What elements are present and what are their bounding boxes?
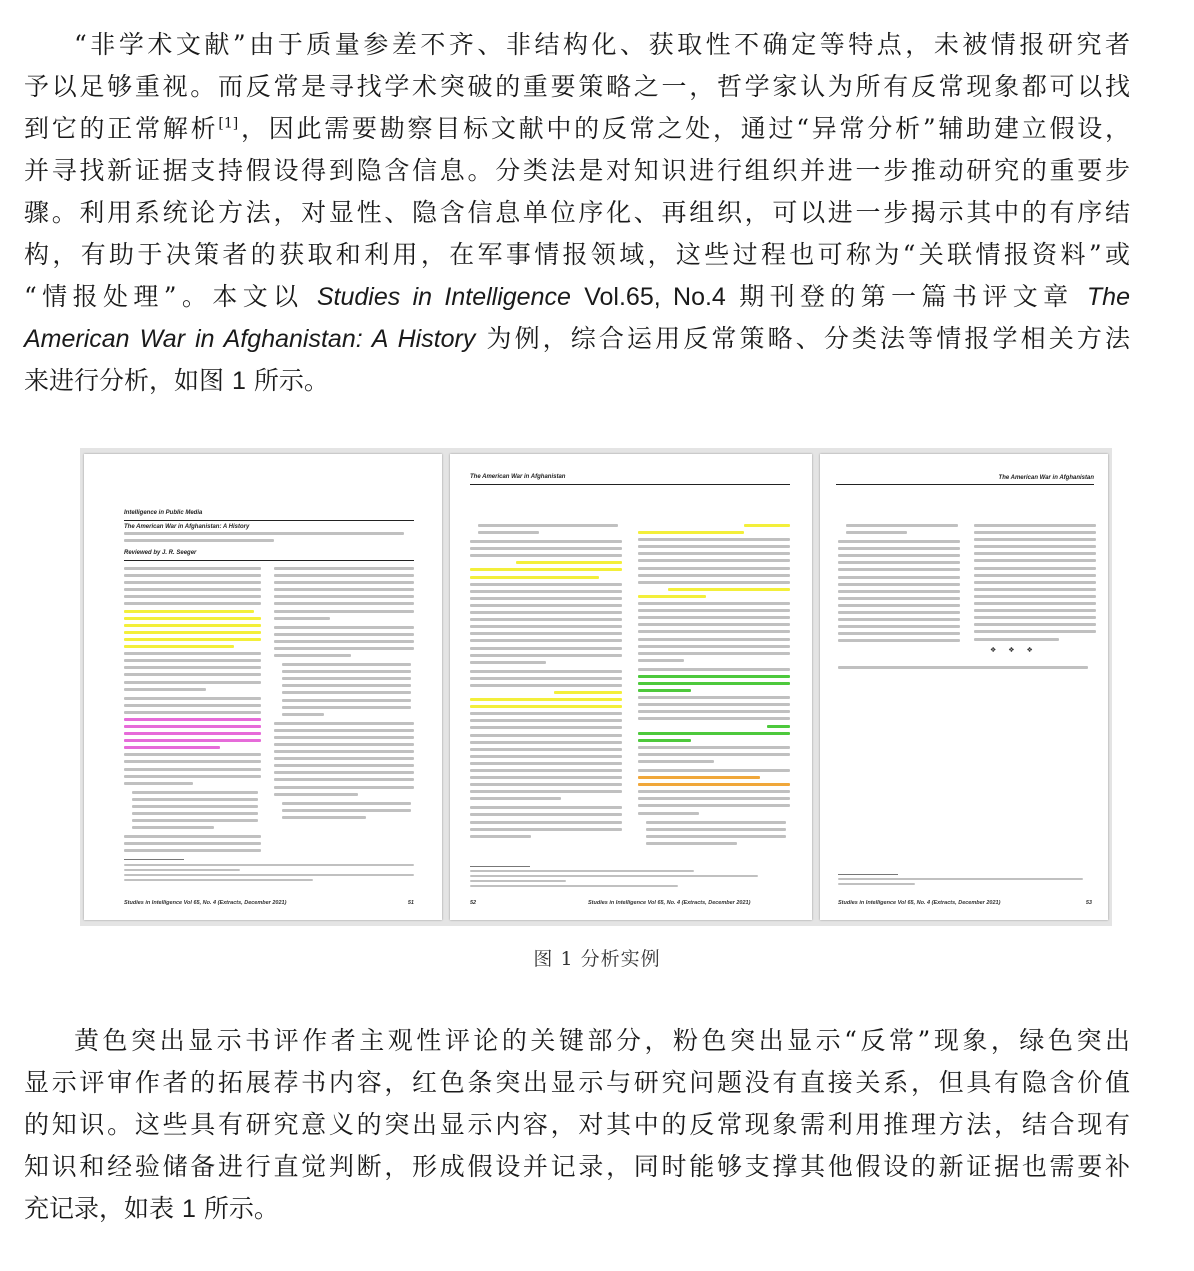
- text-line: 的知识。这些具有研究意义的突出显示内容，对其中的反常现象需利用推理方法，结合现有: [24, 1110, 1130, 1139]
- page-header: The American War in Afghanistan: [470, 474, 566, 480]
- text-fragment: 到它的正常解析: [24, 114, 219, 143]
- text-fragment: 来进行分析，如图: [24, 366, 225, 395]
- book-title-start: The: [1086, 283, 1130, 311]
- figure-caption: 图 1 分析实例: [533, 948, 661, 970]
- text-column-left: [838, 524, 960, 647]
- header-rule: [470, 484, 790, 485]
- page-number: 51: [407, 900, 414, 906]
- text-line: 予以足够重视。而反常是寻找学术突破的重要策略之一，哲学家认为所有反常现象都可以找: [24, 72, 1130, 101]
- footnotes: [470, 870, 790, 890]
- book-title: The American War in Afghanistan: A History: [124, 524, 250, 530]
- book-info: [124, 532, 414, 546]
- header-rule: [836, 484, 1094, 485]
- page-number: 52: [470, 900, 477, 906]
- figure-analysis-example: [80, 448, 1112, 926]
- text-fragment: 所示。: [203, 1194, 279, 1223]
- text-line: [24, 108, 1130, 150]
- page-number: 53: [1085, 900, 1092, 906]
- text-column-left: [470, 524, 622, 842]
- header-rule: [124, 520, 414, 521]
- explanation-paragraph: [24, 1020, 1130, 1230]
- text-column-right: [638, 524, 790, 849]
- text-line: 显示评审作者的拓展荐书内容，红色条突出显示与研究问题没有直接关系，但具有隐含价值: [24, 1068, 1130, 1097]
- text-line: 黄色突出显示书评作者主观性评论的关键部分，粉色突出显示“反常”现象，绿色突出: [74, 1026, 1130, 1055]
- text-fragment: 为例，综合运用反常策略、分类法等情报学相关方法: [486, 324, 1130, 353]
- scanned-page-53: [820, 454, 1108, 920]
- scanned-page-51: [84, 454, 442, 920]
- text-fragment: 期刊登的第一篇书评文章: [739, 282, 1074, 311]
- text-line: 并寻找新证据支持假设得到隐含信息。分类法是对知识进行组织并进一步推动研究的重要步: [24, 156, 1130, 185]
- text-fragment: 充记录，如表: [24, 1194, 175, 1223]
- scanned-page-52: [450, 454, 812, 920]
- footnote-rule: [470, 866, 530, 867]
- reviewer: Reviewed by J. R. Seeger: [124, 550, 197, 556]
- figure-ref-number: 1: [231, 367, 246, 395]
- page-footer: Studies in Intelligence Vol 65, No. 4 (Extracts, December 2021): [588, 900, 751, 906]
- text-line: 构，有助于决策者的获取和利用，在军事情报领域，这些过程也可称为“关联情报资料”或: [24, 240, 1130, 269]
- text-line: [24, 1188, 1130, 1230]
- citation-mark[interactable]: [1]: [218, 115, 239, 132]
- journal-volume: Vol.65, No.4: [584, 283, 726, 311]
- page-footer: Studies in Intelligence Vol 65, No. 4 (Extracts, December 2021): [838, 900, 1001, 906]
- section-break-stars: ❖ ❖ ❖: [990, 647, 1038, 654]
- footnote-rule: [838, 874, 898, 875]
- divider: [124, 560, 414, 561]
- footnotes: [124, 864, 414, 884]
- intro-paragraph: [24, 24, 1130, 402]
- page-footer: Studies in Intelligence Vol 65, No. 4 (Extracts, December 2021): [124, 900, 287, 906]
- book-title-rest: American War in Afghanistan: A History: [24, 325, 476, 353]
- footnotes: [838, 878, 1096, 888]
- text-column-right: [974, 524, 1096, 645]
- text-fragment: ，因此需要勘察目标文献中的反常之处，通过“异常分析”辅助建立假设，: [238, 114, 1130, 143]
- text-line: 骤。利用系统论方法，对显性、隐含信息单位序化、再组织，可以进一步揭示其中的有序结: [24, 198, 1130, 227]
- journal-title: Studies in Intelligence: [316, 283, 571, 311]
- text-fragment: 所示。: [253, 366, 329, 395]
- page-header: Intelligence in Public Media: [124, 510, 203, 516]
- text-line: [24, 360, 1130, 402]
- text-line: “非学术文献”由于质量参差不齐、非结构化、获取性不确定等特点，未被情报研究者: [74, 30, 1130, 59]
- text-line: [24, 318, 1130, 360]
- page-header: The American War in Afghanistan: [998, 475, 1094, 481]
- text-column-left: [124, 567, 261, 856]
- text-line: [24, 276, 1130, 318]
- text-column-right: [274, 567, 414, 823]
- author-note: [838, 666, 1088, 673]
- text-fragment: “情报处理”。本文以: [24, 282, 304, 311]
- footnote-rule: [124, 859, 184, 860]
- table-ref-number: 1: [181, 1195, 196, 1223]
- text-line: 知识和经验储备进行直觉判断，形成假设并记录，同时能够支撑其他假设的新证据也需要补: [24, 1152, 1130, 1181]
